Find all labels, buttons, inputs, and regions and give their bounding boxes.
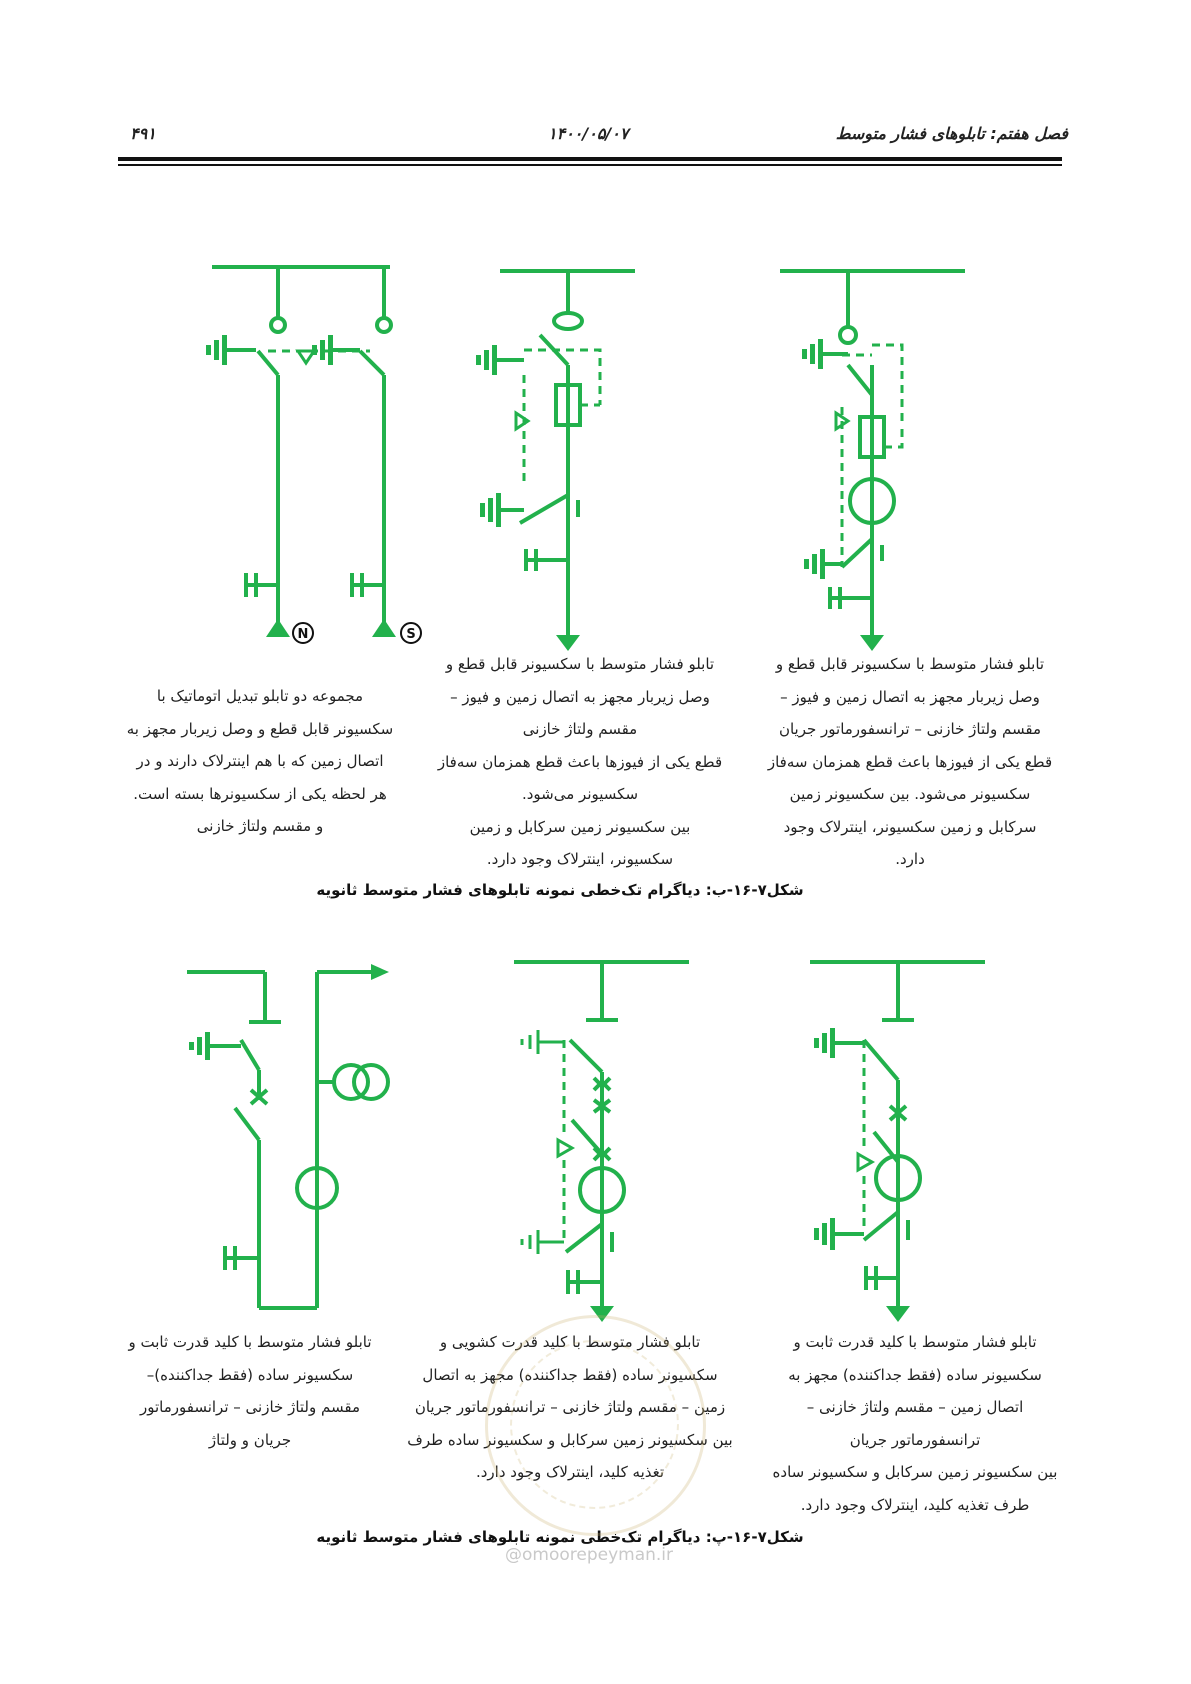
single-line-diagram-b3 <box>200 255 440 655</box>
label-s: S <box>406 627 416 642</box>
label-n: N <box>297 627 309 642</box>
panel-b3-description: مجموعه دو تابلو تبدیل اتوماتیک با سکسیونر قابل قطع و وصل زیربار مجهز به اتصال زمین که با هم اینترلاک دارند و در هر لحظه یکی از سکسیونرها بسته است. و مقسم ولتاژ خازنی <box>126 687 394 835</box>
watermark-text: @omoorepeyman.ir <box>505 1545 674 1565</box>
header-date: ۱۴۰۰/۰۵/۰۷ <box>548 124 629 143</box>
page-number: ۴۹۱ <box>130 124 156 143</box>
panel-b1-description: تابلو فشار متوسط با سکسیونر قابل قطع و وصل زیربار مجهز به اتصال زمین و فیوز – مقسم ولتاژ خازنی – ترانسفورماتور جریان قطع یکی از فیوزها باعث قطع همزمان سه‌فاز سکسیونر می‌شود. بین سکسیونر زمین سرکابل و زمین سکسیونر، اینترلاک وجود دارد. <box>767 655 1053 868</box>
single-line-diagram-b1 <box>760 255 990 655</box>
chapter-title: فصل هفتم: تابلوهای فشار متوسط <box>835 124 1068 143</box>
figure-b-caption: شکل۷-۱۶-ب: دیاگرام تک‌خطی نمونه تابلوهای فشار متوسط ثانویه <box>316 881 804 899</box>
single-line-diagram-b2 <box>480 255 710 655</box>
panel-p1-description: تابلو فشار متوسط با کلید قدرت ثابت و سکسیونر ساده (فقط جداکننده) مجهز به اتصال زمین – مقسم ولتاژ خازنی – ترانسفورماتور جریان بین سکسیونر زمین سرکابل و سکسیونر ساده طرف تغذیه کلید، اینترلاک وجود دارد. <box>772 1333 1058 1514</box>
header-rule-thin <box>118 164 1062 166</box>
figure-p-caption: شکل۷-۱۶-پ: دیاگرام تک‌خطی نمونه تابلوهای فشار متوسط ثانویه <box>316 1528 804 1546</box>
panel-p3-description: تابلو فشار متوسط با کلید قدرت ثابت و سکسیونر ساده (فقط جداکننده)– مقسم ولتاژ خازنی – ترانسفورماتور جریان و ولتاژ <box>128 1333 372 1449</box>
header-rule <box>118 157 1062 161</box>
panel-b2-description: تابلو فشار متوسط با سکسیونر قابل قطع و وصل زیربار مجهز به اتصال زمین و فیوز – مقسم ولتاژ خازنی قطع یکی از فیوزها باعث قطع همزمان سه‌فاز سکسیونر می‌شود. بین سکسیونر زمین سرکابل و زمین سکسیونر، اینترلاک وجود دارد. <box>437 655 723 868</box>
single-line-diagram-p1 <box>790 950 1010 1330</box>
single-line-diagram-p2 <box>500 950 720 1330</box>
panel-p2-description: تابلو فشار متوسط با کلید قدرت کشویی و سکسیونر ساده (فقط جداکننده) مجهز به اتصال زمین – مقسم ولتاژ خازنی – ترانسفورماتور جریان بین سکسیونر زمین سرکابل و سکسیونر ساده طرف تغذیه کلید، اینترلاک وجود دارد. <box>407 1333 733 1481</box>
watermark-seal-ring-icon <box>510 1340 679 1509</box>
single-line-diagram-p3 <box>185 950 435 1330</box>
